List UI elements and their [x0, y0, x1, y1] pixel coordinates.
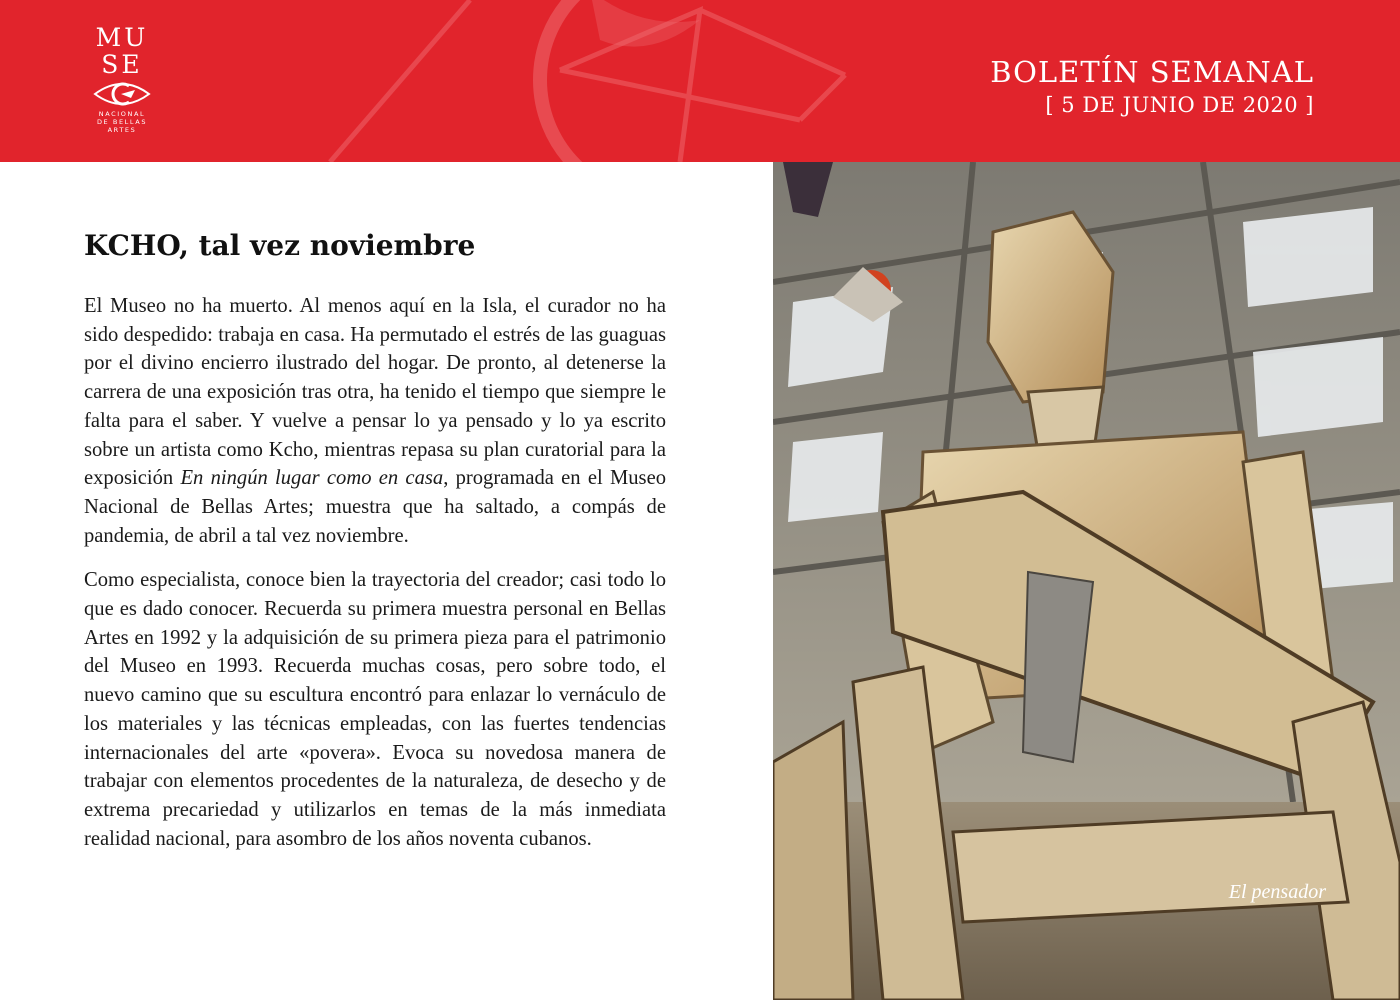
logo-text-line1: MU	[95, 23, 149, 52]
sculpture-illustration	[773, 162, 1400, 1000]
article-paragraph-2: Como especialista, conoce bien la trayectoria del creador; casi todo lo que es dado conocer. Recuerda su primera muestra personal en Bellas Artes en 1992 y la adquisición de su primera pieza para el patrimonio del Museo en 1993. Recuerda muchas cosas, pero sobre todo, el nuevo camino que su escultura encontró para enlazar lo vernáculo de los materiales y las técnicas empleadas, con las fuertes tendencias internacionales del arte «povera». Evoca su novedosa manera de trabajar con elementos procedentes de la naturaleza, de desecho y de extrema precariedad y utilizarlos en temas de la más inmediata realidad nacional, para asombro de los años noventa cubanos.	[84, 569, 666, 850]
logo-small-line1: NACIONAL	[98, 110, 146, 118]
sculpture-photo	[773, 162, 1400, 1000]
logo-small-line2: DE BELLAS	[96, 118, 148, 126]
photo-caption: El pensador	[1228, 881, 1326, 903]
logo-text-line2: SE	[101, 50, 143, 79]
bulletin-title: BOLETÍN SEMANAL	[990, 55, 1314, 89]
paragraph-1-text-a: El Museo no ha muerto. Al menos aquí en la Isla, el curador no ha sido despedido: trabaja en casa. Ha permutado el estrés de las guaguas por el divino encierro ilustrado del hogar. De pronto, al detenerse la carrera de una exposición tras otra, ha tenido el tiempo que siempre le falta para el saber. Y vuelve a pensar lo ya pensado y lo ya escrito sobre un artista como Kcho, mientras repasa su plan curatorial para la exposición	[84, 295, 666, 490]
exhibition-title: En ningún lugar como en casa	[180, 467, 444, 490]
bulletin-date: [ 5 DE JUNIO DE 2020 ]	[1045, 93, 1314, 117]
logo-eye-icon	[91, 78, 153, 110]
header-banner	[0, 0, 1400, 162]
logo-small-line3: ARTES	[107, 126, 137, 134]
article-body	[84, 226, 666, 869]
article-paragraph-1	[84, 292, 666, 550]
museum-logo	[88, 24, 156, 134]
paragraph-1-text-b: , programada en el Museo Nacional de Bellas Artes; muestra que ha saltado, a compás de pandemia, de abril a tal vez noviembre.	[84, 467, 667, 547]
bulletin-heading	[990, 54, 1314, 120]
article-title: KCHO, tal vez noviembre	[84, 229, 476, 262]
